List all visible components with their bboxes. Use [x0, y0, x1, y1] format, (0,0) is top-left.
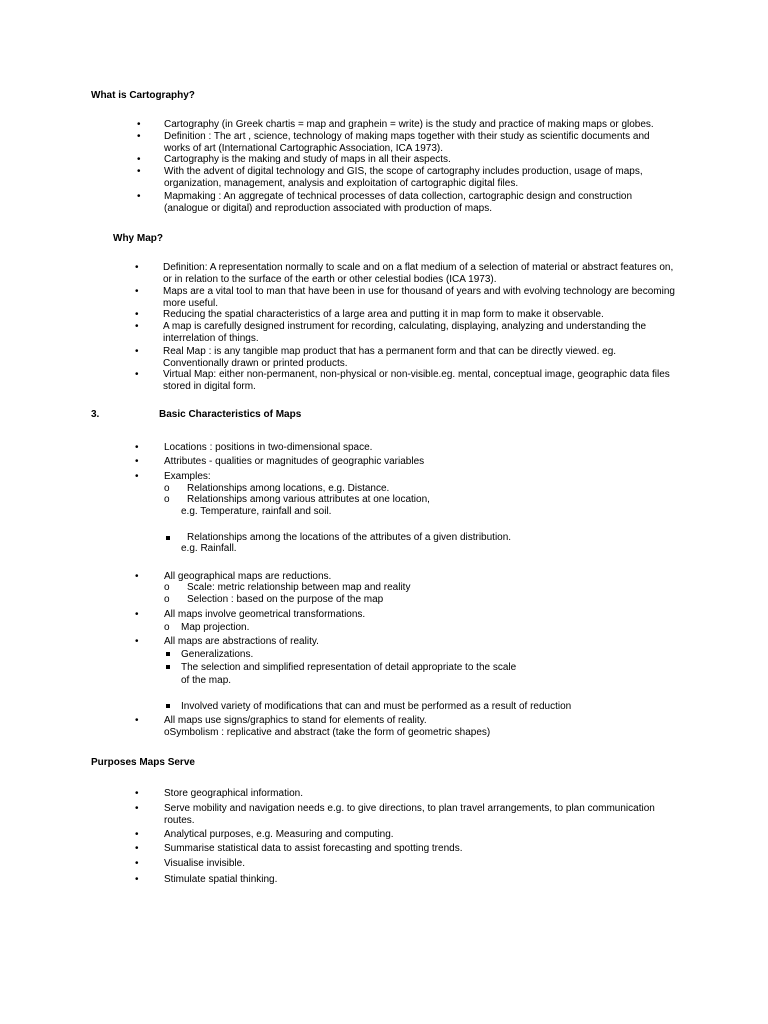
- bullet-icon: •: [135, 829, 139, 840]
- bullet-icon: •: [135, 636, 139, 647]
- list-item-line: Mapmaking : An aggregate of technical processes of data collection, cartographic design and construction: [164, 191, 633, 202]
- heading-why-map: Why Map?: [113, 233, 163, 244]
- heading-purposes-maps-serve: Purposes Maps Serve: [91, 757, 195, 768]
- list-item-line: Real Map : is any tangible map product that has a permanent form and that can be directly viewed. eg.: [163, 346, 617, 357]
- list-item: All maps use signs/graphics to stand for elements of reality.: [164, 715, 427, 726]
- list-item: [164, 803, 684, 826]
- bullet-icon: •: [135, 858, 139, 869]
- bullet-icon: •: [135, 843, 139, 854]
- list-item: [163, 321, 683, 344]
- bullet-icon: •: [135, 803, 139, 814]
- list-item: [163, 309, 683, 321]
- bullet-icon: •: [135, 609, 139, 620]
- list-item: [164, 154, 684, 166]
- list-item: All geographical maps are reductions.: [164, 571, 332, 582]
- o-marker: o: [164, 483, 170, 494]
- list-item: Relationships among various attributes at one location,: [187, 494, 430, 505]
- list-item: [164, 858, 684, 870]
- list-item-line: works of art (International Cartographic Association, ICA 1973).: [164, 142, 444, 154]
- bullet-icon: •: [135, 442, 139, 453]
- square-bullet-icon: [166, 536, 170, 540]
- list-item-line: Definition : The art , science, technology of making maps together with their study as scientific documents and: [164, 131, 650, 142]
- list-item: [164, 131, 684, 154]
- list-item: [164, 119, 684, 131]
- list-item: The selection and simplified representation of detail appropriate to the scale: [181, 662, 517, 673]
- list-item: [163, 346, 683, 369]
- bullet-icon: •: [135, 262, 139, 273]
- list-item: Map projection.: [181, 622, 250, 633]
- list-item-line: Maps are a vital tool to man that have been in use for thousand of years and with evolving technology are becoming: [163, 286, 675, 297]
- list-item: Involved variety of modifications that can and must be performed as a result of reduction: [181, 701, 572, 712]
- o-marker: o: [164, 582, 170, 593]
- list-item: Selection : based on the purpose of the map: [187, 594, 384, 605]
- list-item: [163, 369, 683, 392]
- list-item: Relationships among the locations of the attributes of a given distribution.: [187, 532, 512, 543]
- list-item: [164, 843, 684, 855]
- square-bullet-icon: [166, 704, 170, 708]
- bullet-icon: •: [135, 471, 139, 482]
- list-item: [163, 262, 683, 285]
- list-item-line: (analogue or digital) and reproduction associated with production of maps.: [164, 202, 492, 214]
- square-bullet-icon: [166, 652, 170, 656]
- list-item: Relationships among locations, e.g. Distance.: [187, 483, 390, 494]
- list-item: [164, 166, 684, 189]
- o-marker: o: [164, 594, 170, 605]
- bullet-icon: •: [135, 286, 139, 297]
- list-item-line: Analytical purposes, e.g. Measuring and computing.: [164, 829, 394, 840]
- bullet-icon: •: [135, 788, 139, 799]
- list-item-line: more useful.: [163, 297, 219, 309]
- bullet-icon: •: [135, 346, 139, 357]
- list-item: Locations : positions in two-dimensional space.: [164, 442, 373, 453]
- list-item-line: Cartography is the making and study of maps in all their aspects.: [164, 154, 451, 165]
- bullet-icon: •: [137, 154, 141, 165]
- list-item: Generalizations.: [181, 649, 254, 660]
- bullet-icon: •: [135, 321, 139, 332]
- list-item-line: routes.: [164, 814, 195, 826]
- list-item-line: or in relation to the surface of the earth or other celestial bodies (ICA 1973).: [163, 273, 497, 285]
- heading-what-is-cartography: What is Cartography?: [91, 90, 195, 101]
- bullet-icon: •: [135, 715, 139, 726]
- bullet-icon: •: [137, 166, 141, 177]
- list-item-line: With the advent of digital technology and GIS, the scope of cartography includes production, usage of maps,: [164, 166, 643, 177]
- list-item: All maps involve geometrical transformations.: [164, 609, 366, 620]
- list-item: All maps are abstractions of reality.: [164, 636, 319, 647]
- list-item-line: A map is carefully designed instrument for recording, calculating, displaying, analyzing and understanding the: [163, 321, 647, 332]
- square-bullet-icon: [166, 665, 170, 669]
- list-item-line: stored in digital form.: [163, 380, 256, 392]
- list-item: Scale: metric relationship between map and reality: [187, 582, 411, 593]
- list-item: of the map.: [181, 675, 232, 686]
- list-item: [164, 788, 684, 800]
- list-item-line: Stimulate spatial thinking.: [164, 874, 278, 885]
- list-item: [164, 874, 684, 886]
- bullet-icon: •: [135, 874, 139, 885]
- list-item-line: interrelation of things.: [163, 332, 259, 344]
- bullet-icon: •: [135, 369, 139, 380]
- bullet-icon: •: [137, 191, 141, 202]
- list-item-line: Store geographical information.: [164, 788, 303, 799]
- heading-basic-characteristics: Basic Characteristics of Maps: [159, 409, 302, 420]
- list-item-line: Conventionally drawn or printed products.: [163, 357, 348, 369]
- bullet-icon: •: [137, 119, 141, 130]
- bullet-icon: •: [135, 309, 139, 320]
- list-item: oSymbolism : replicative and abstract (take the form of geometric shapes): [164, 727, 491, 738]
- o-marker: o: [164, 494, 170, 505]
- list-item-line: Reducing the spatial characteristics of a large area and putting it in map form to make it observable.: [163, 309, 604, 320]
- list-item: [164, 829, 684, 841]
- list-item: [164, 191, 684, 214]
- list-item-line: Serve mobility and navigation needs e.g. to give directions, to plan travel arrangements, to plan communication: [164, 803, 655, 814]
- bullet-icon: •: [135, 456, 139, 467]
- list-item: e.g. Rainfall.: [181, 543, 237, 554]
- list-item-line: Cartography (in Greek chartis = map and graphein = write) is the study and practice of making maps or globes.: [164, 119, 654, 130]
- o-marker: o: [164, 622, 170, 633]
- list-item-line: Virtual Map: either non-permanent, non-physical or non-visible.eg. mental, conceptual image, geographic data files: [163, 369, 670, 380]
- list-item-line: Visualise invisible.: [164, 858, 245, 869]
- bullet-icon: •: [135, 571, 139, 582]
- list-item-line: Definition: A representation normally to scale and on a flat medium of a selection of material or abstract features on,: [163, 262, 674, 273]
- list-item-line: organization, management, analysis and exploitation of cartographic digital files.: [164, 177, 519, 189]
- bullet-icon: •: [137, 131, 141, 142]
- section-number: 3.: [91, 409, 100, 420]
- list-item: Examples:: [164, 471, 211, 482]
- list-item: Attributes - qualities or magnitudes of geographic variables: [164, 456, 425, 467]
- list-item: [163, 286, 683, 309]
- list-item: e.g. Temperature, rainfall and soil.: [181, 506, 332, 517]
- list-item-line: Summarise statistical data to assist forecasting and spotting trends.: [164, 843, 463, 854]
